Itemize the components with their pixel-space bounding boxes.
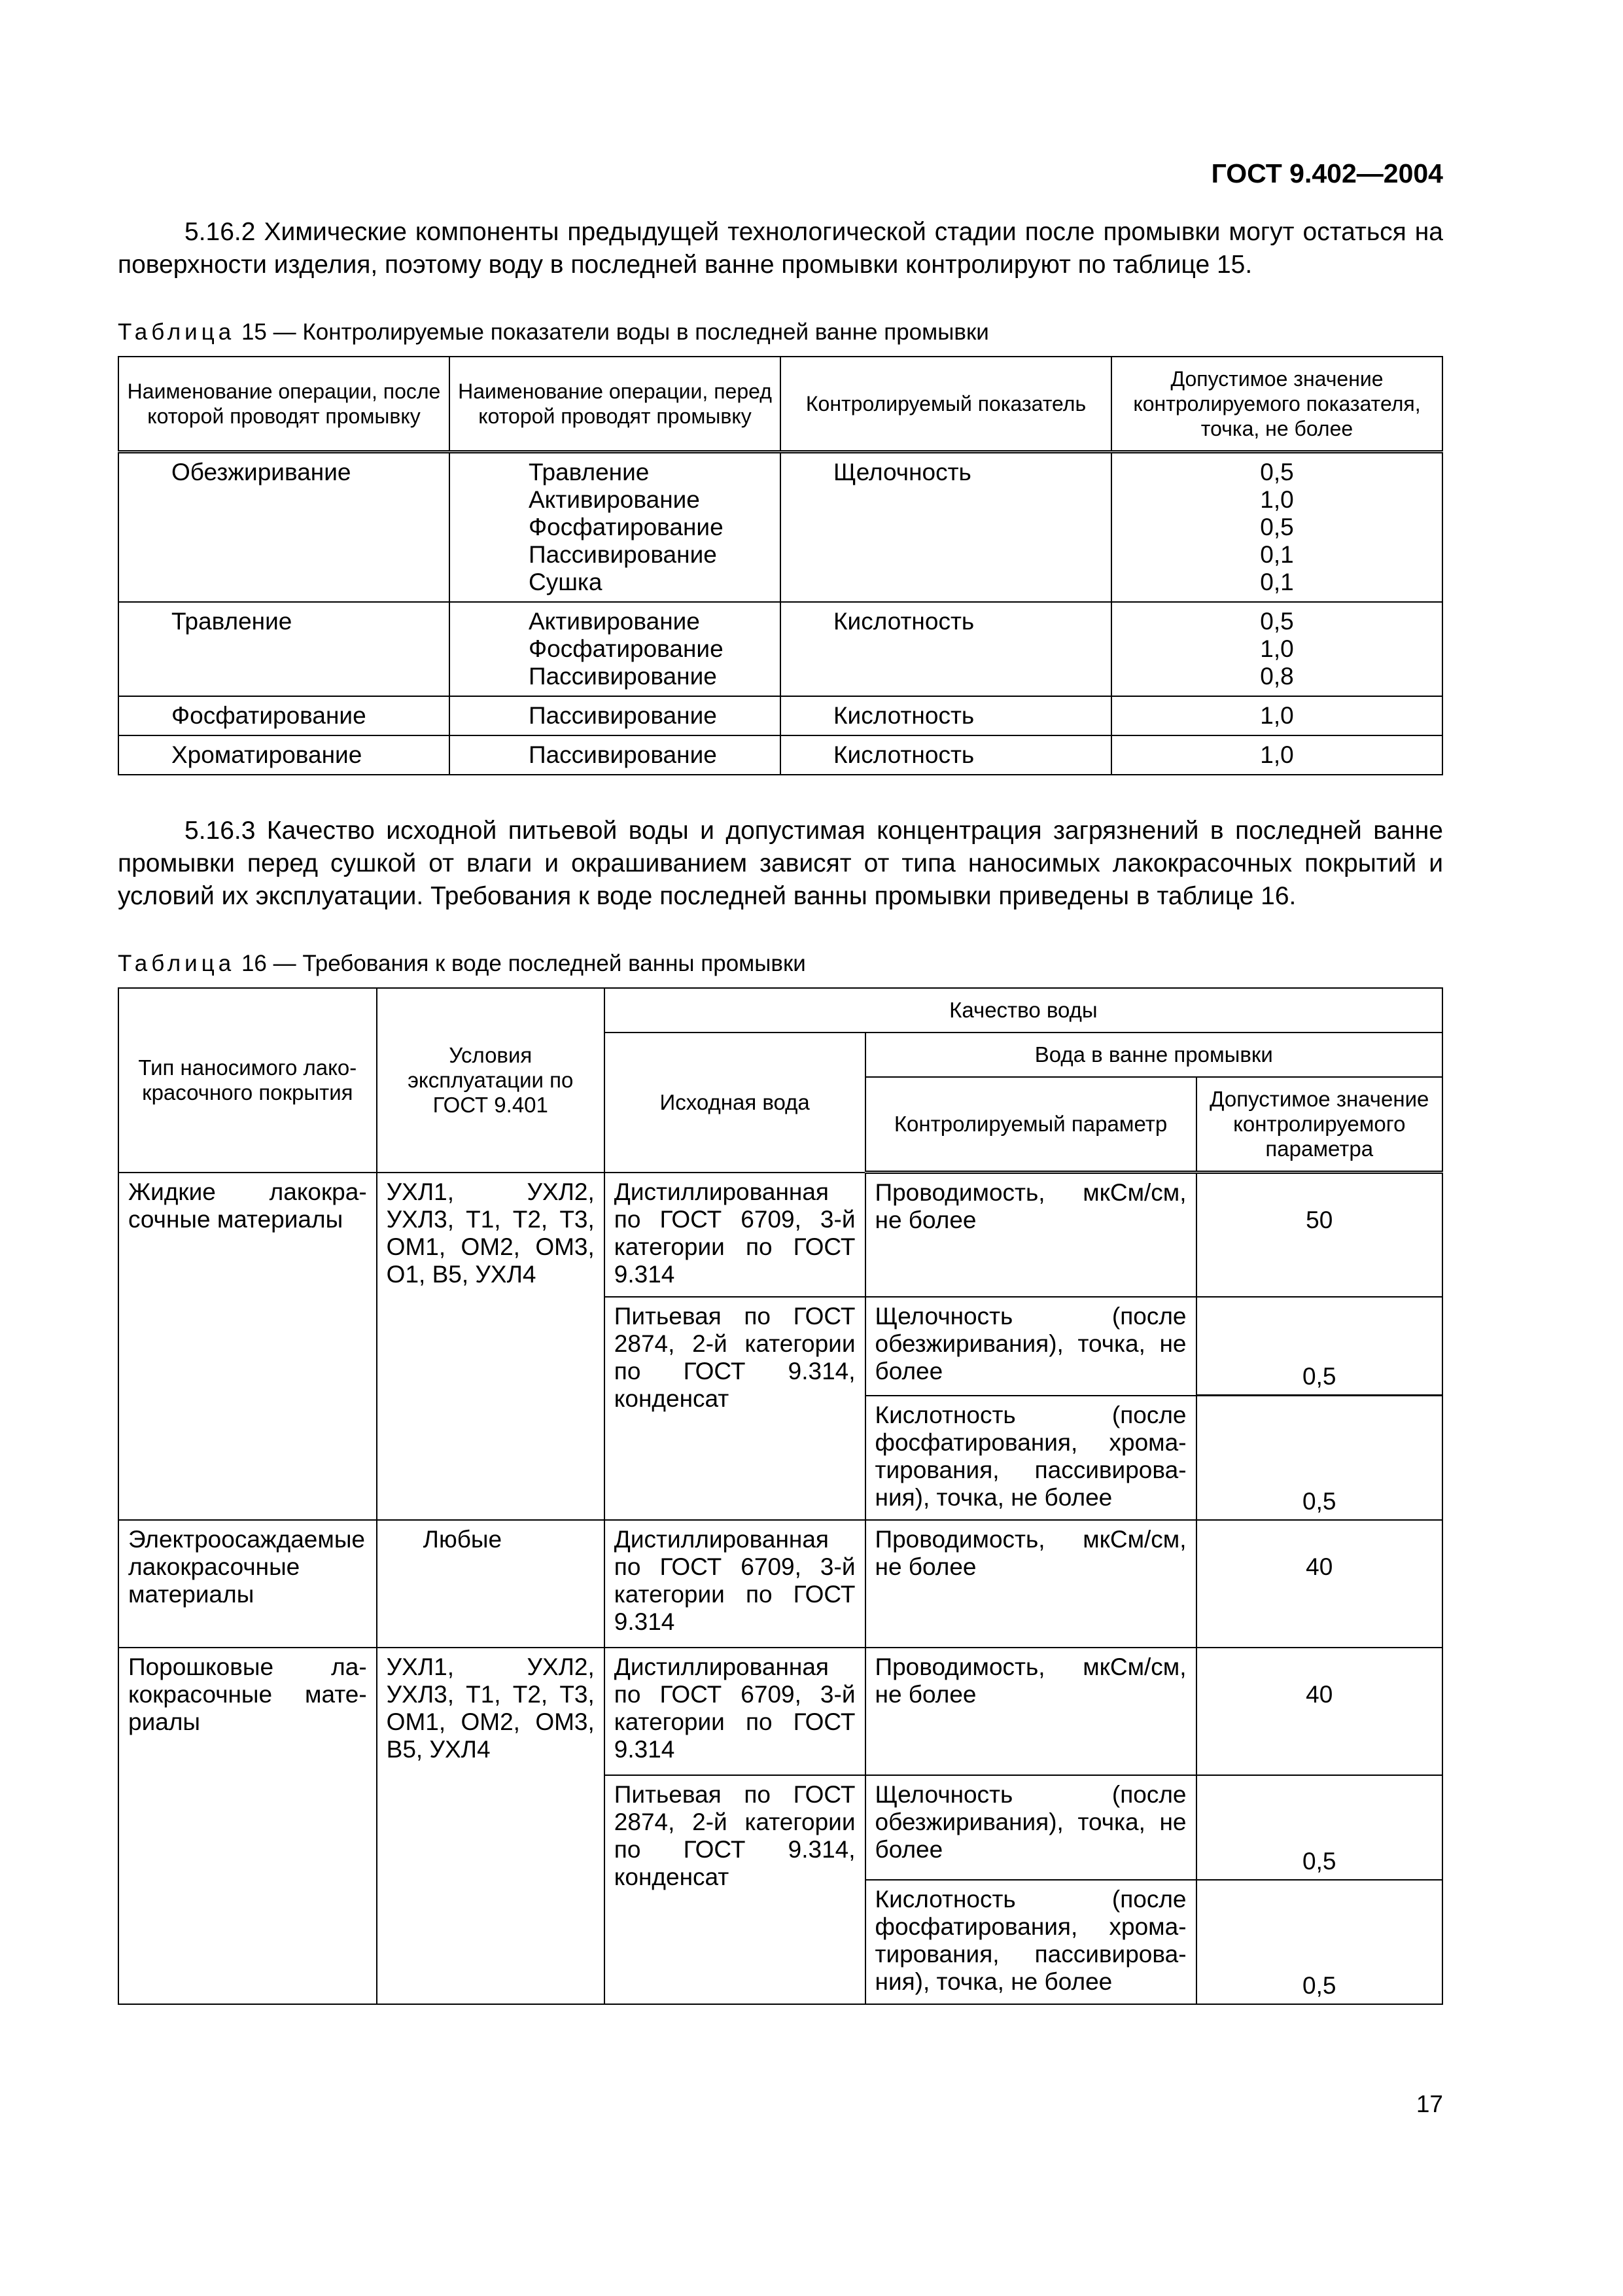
table-15-value: 0,1 [1260, 541, 1294, 568]
table-15-cell-after: Обезжиривание [118, 452, 449, 603]
table-15-caption-text: 15 — Контролируемые показатели воды в последней ванне промывки [235, 319, 989, 345]
table-15-cell-values [1111, 602, 1442, 696]
table-16-cell-param: Проводимость, мкСм/см, не более [865, 1520, 1196, 1648]
table-16-cell-value: 40 [1196, 1648, 1442, 1775]
table-16-header-source-water: Исходная вода [604, 1033, 865, 1173]
table-15-before-item: Сушка [529, 569, 602, 595]
table-15-cell-after: Хроматирование [118, 735, 449, 775]
table-16-header-conditions: Условия эксплуатации по ГОСТ 9.401 [377, 988, 604, 1173]
table-row [118, 735, 1442, 775]
table-15-header-allowed: Допустимое значение контролируемого показателя, точка, не более [1111, 357, 1442, 452]
table-16-header-row [118, 988, 1442, 1033]
paragraph-5-16-2: 5.16.2 Химические компоненты предыдущей технологической стадии после промывки могут остаться на поверхности изделия, поэтому воду в последней ванне промывки контролируют по таблице 15. [118, 218, 1443, 279]
table-16-cell-value: 0,5 [1196, 1396, 1442, 1520]
table-16-header-param: Контролируемый параметр [865, 1077, 1196, 1173]
table-15-caption [118, 318, 1443, 347]
table-16-header-water-quality: Качество воды [604, 988, 1442, 1033]
table-15-cell-indicator: Щелочность [780, 452, 1111, 603]
page-number: 17 [1416, 2091, 1443, 2117]
table-15-value: 0,5 [1260, 608, 1294, 635]
table-16-caption-word: Таблица [118, 951, 236, 976]
table-16-cell-source: Питьевая по ГОСТ 2874, 2-й категории по ГОСТ 9.314, конденсат [604, 1775, 865, 2004]
table-16-cell-coating: Электроосаждаемые лакокрасочные материалы [118, 1520, 377, 1648]
table-row [118, 1520, 1442, 1648]
table-15-cell-before [449, 452, 780, 603]
table-16-cell-value: 50 [1196, 1173, 1442, 1297]
table-16 [118, 987, 1443, 2005]
table-15-header-before: Наименование операции, перед которой проводят промывку [449, 357, 780, 452]
table-15-cell-values: 1,0 [1111, 735, 1442, 775]
table-15-before-item: Пассивирование [529, 541, 717, 568]
table-15-before-item: Активирование [529, 608, 700, 635]
table-row [118, 1173, 1442, 1297]
table-16-caption [118, 949, 1443, 978]
table-16-cell-conditions: УХЛ1, УХЛ2, УХЛ3, Т1, Т2, Т3, ОМ1, ОМ2, ОМ3, В5, УХЛ4 [377, 1648, 604, 2004]
table-15-header-after: Наименование операции, после которой проводят промывку [118, 357, 449, 452]
table-15-before-item: Пассивирование [529, 663, 717, 690]
table-15-cell-indicator: Кислотность [780, 602, 1111, 696]
table-16-cell-param: Кислотность (после фосфатирования, хроматирования, пассивирования), точка, не более [865, 1880, 1196, 2004]
table-16-cell-value: 0,5 [1196, 1775, 1442, 1880]
table-15-cell-before: Пассивирование [449, 696, 780, 735]
table-15-value: 0,5 [1260, 459, 1294, 486]
table-15-cell-after: Фосфатирование [118, 696, 449, 735]
table-15-caption-word: Таблица [118, 319, 236, 345]
table-16-cell-param: Щелочность (после обезжиривания), точка, не более [865, 1775, 1196, 1880]
table-15-value: 1,0 [1260, 635, 1294, 662]
table-16-cell-coating: Порошковые лакокрасочные материалы [118, 1648, 377, 2004]
paragraph-5-16-3: 5.16.3 Качество исходной питьевой воды и допустимая концентрация загрязнений в последней ванне промывки перед сушкой от влаги и окрашиванием зависят от типа наносимых лакокрасочных покрытий и условий их эксплуатации. Требования к воде последней ванны промывки приведены в таблице 16. [118, 817, 1443, 910]
table-16-cell-param: Щелочность (после обезжиривания), точка, не более [865, 1297, 1196, 1396]
table-16-header-allowed: Допустимое значение контролируемого параметра [1196, 1077, 1442, 1173]
table-16-cell-coating: Жидкие лакокрасочные материалы [118, 1173, 377, 1520]
table-15-before-item: Травление [529, 459, 650, 486]
table-16-cell-value: 0,5 [1196, 1880, 1442, 2004]
table-16-cell-source: Дистиллированная по ГОСТ 6709, 3-й категории по ГОСТ 9.314 [604, 1173, 865, 1297]
table-15-cell-indicator: Кислотность [780, 735, 1111, 775]
table-16-cell-conditions: Любые [377, 1520, 604, 1648]
table-15-header-indicator: Контролируемый показатель [780, 357, 1111, 452]
table-15-before-item: Фосфатирование [529, 635, 724, 662]
table-15-cell-before [449, 602, 780, 696]
table-16-cell-source: Дистиллированная по ГОСТ 6709, 3-й категории по ГОСТ 9.314 [604, 1520, 865, 1648]
table-15-cell-indicator: Кислотность [780, 696, 1111, 735]
table-15-value: 1,0 [1260, 486, 1294, 513]
table-15 [118, 356, 1443, 775]
table-15-header-row [118, 357, 1442, 452]
table-15-cell-after: Травление [118, 602, 449, 696]
table-16-cell-conditions: УХЛ1, УХЛ2, УХЛ3, Т1, Т2, Т3, ОМ1, ОМ2, ОМ3, О1, В5, УХЛ4 [377, 1173, 604, 1520]
table-15-before-item: Фосфатирование [529, 514, 724, 540]
table-row [118, 452, 1442, 603]
table-15-cell-values [1111, 452, 1442, 603]
table-16-header-coating: Тип наносимого лакокрасочного покрытия [118, 988, 377, 1173]
table-15-value: 0,8 [1260, 663, 1294, 690]
table-16-cell-param: Проводимость, мкСм/см, не более [865, 1173, 1196, 1297]
table-16-cell-value: 40 [1196, 1520, 1442, 1648]
table-row [118, 1648, 1442, 1775]
table-16-cell-source: Дистиллированная по ГОСТ 6709, 3-й категории по ГОСТ 9.314 [604, 1648, 865, 1775]
table-16-caption-text: 16 — Требования к воде последней ванны промывки [235, 951, 806, 976]
table-16-header-rinse-water: Вода в ванне промывки [865, 1033, 1442, 1077]
table-row [118, 602, 1442, 696]
table-15-before-item: Активирование [529, 486, 700, 513]
table-15-value: 0,1 [1260, 569, 1294, 595]
table-15-cell-before: Пассивирование [449, 735, 780, 775]
table-15-cell-values: 1,0 [1111, 696, 1442, 735]
table-15-value: 0,5 [1260, 514, 1294, 540]
table-16-cell-value: 0,5 [1196, 1297, 1442, 1395]
table-row [118, 696, 1442, 735]
table-16-cell-param: Проводимость, мкСм/см, не более [865, 1648, 1196, 1775]
document-code: ГОСТ 9.402—2004 [1211, 158, 1443, 188]
table-16-cell-source: Питьевая по ГОСТ 2874, 2-й категории по ГОСТ 9.314, конденсат [604, 1297, 865, 1520]
table-16-cell-param: Кислотность (после фосфатирования, хроматирования, пассивирования), точка, не более [865, 1396, 1196, 1520]
